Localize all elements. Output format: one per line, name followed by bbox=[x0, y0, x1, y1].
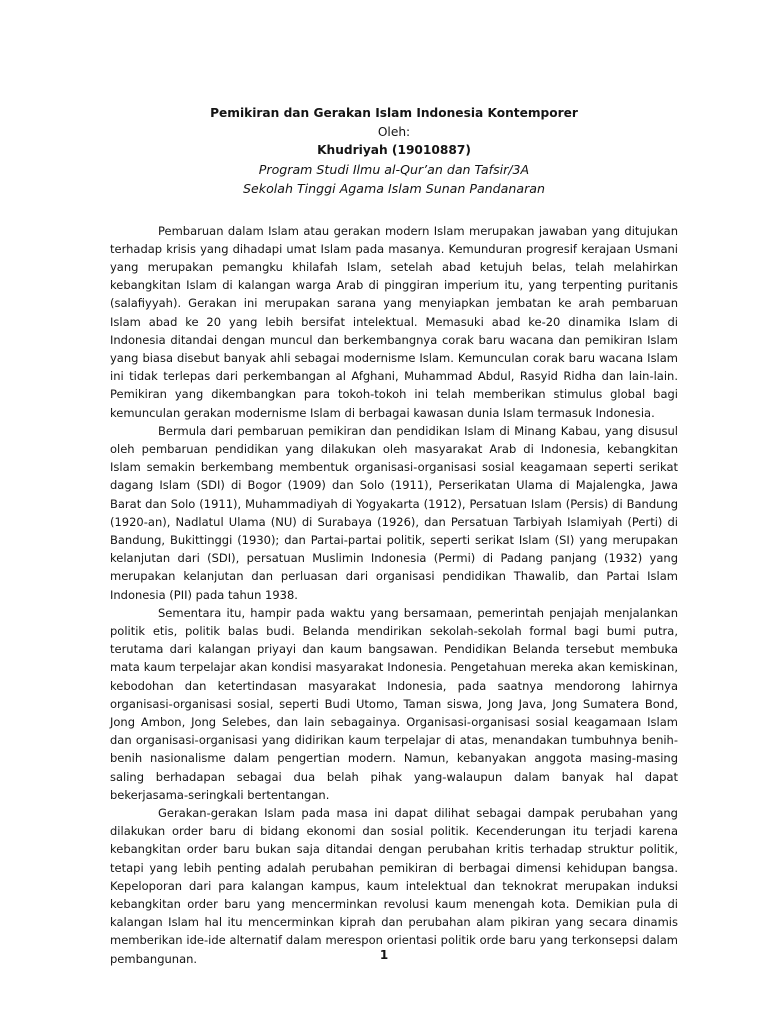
paragraph-3: Sementara itu, hampir pada waktu yang bersamaan, pemerintah penjajah menjalankan politik etis, politik balas budi. Belanda mendirikan sekolah-sekolah formal bagi bumi putra, terutama dari kalangan priyayi dan kaum bangsawan. Pendidikan Belanda tersebut membuka mata kaum terpelajar akan kondisi masyarakat Indonesia. Pengetahuan mereka akan kemiskinan, kebodohan dan ketertindasan masyarakat Indonesia, pada saatnya mendorong lahirnya organisasi-organisasi sosial, seperti Budi Utomo, Taman siswa, Jong Java, Jong Sumatera Bond, Jong Ambon, Jong Selebes, dan lain sebagainya. Organisasi-organisasi sosial keagamaan Islam dan organisasi-organisasi yang didirikan kaum terpelajar di atas, menandakan tumbuhnya benih-benih nasionalisme dalam pengertian modern. Namun, kebanyakan anggota masing-masing saling berhadapan sebagai dua belah pihak yang-walaupun dalam banyak hal dapat bekerjasama-seringkali bertentangan. bbox=[110, 605, 678, 802]
study-program: Program Studi Ilmu al-Qur’an dan Tafsir/3A bbox=[258, 161, 530, 177]
paragraph-2: Bermula dari pembaruan pemikiran dan pendidikan Islam di Minang Kabau, yang disusul oleh pembaruan pendidikan yang dilakukan oleh masyarakat Arab di Indonesia, kebangkitan Islam semakin berkembang membentuk organisasi-organisasi sosial keagamaan seperti serikat dagang Islam (SDI) di Bogor (1909) dan Solo (1911), Perserikatan Ulama di Majalengka, Jawa Barat dan Solo (1911), Muhammadiyah di Yogyakarta (1912), Persatuan Islam (Persis) di Bandung (1920-an), Nadlatul Ulama (NU) di Surabaya (1926), dan Persatuan Tarbiyah Islamiyah (Perti) di Bandung, Bukittinggi (1930); dan Partai-partai politik, seperti serikat Islam (SI) yang merupakan kelanjutan dari (SDI), persatuan Muslimin Indonesia (Permi) di Padang panjang (1932) yang merupakan kelanjutan dan perluasan dari organisasi pendidikan Thawalib, dan Partai Islam Indonesia (PII) pada tahun 1938. bbox=[110, 423, 678, 602]
school-name: Sekolah Tinggi Agama Islam Sunan Pandanaran bbox=[243, 181, 545, 196]
by-line: Oleh: bbox=[377, 124, 411, 139]
author-name: Khudriyah (19010887) bbox=[317, 143, 471, 157]
paragraph-1: Pembaruan dalam Islam atau gerakan modern Islam merupakan jawaban yang ditujukan terhadap krisis yang dihadapi umat Islam pada masanya. Kemunduran progresif kerajaan Usmani yang merupakan pemangku khilafah Islam, setelah abad ketujuh belas, telah melahirkan kebangkitan Islam di kalangan warga Arab di pinggiran imperium itu, yang terpenting puritanis (salafiyyah). Gerakan ini merupakan sarana yang menyiapkan jembatan ke arah pembaruan Islam abad ke 20 yang lebih bersifat intelektual. Memasuki abad ke-20 dinamika Islam di Indonesia ditandai dengan muncul dan berkembangnya corak baru wacana dan pemikiran Islam yang biasa disebut banyak ahli sebagai modernisme Islam. Kemunculan corak baru wacana Islam ini tidak terlepas dari perkembangan al Afghani, Muhammad Abdul, Rasyid Ridha dan lain-lain. Pemikiran yang dikembangkan para tokoh-tokoh ini telah memberikan stimulus global bagi kemunculan gerakan modernisme Islam di berbagai kawasan dunia Islam termasuk Indonesia. bbox=[110, 223, 678, 420]
paragraph-4: Gerakan-gerakan Islam pada masa ini dapat dilihat sebagai dampak perubahan yang dilakukan order baru di bidang ekonomi dan sosial politik. Kecenderungan itu terjadi karena kebangkitan order baru bukan saja ditandai dengan perubahan kritis terhadap struktur politik, tetapi yang lebih penting adalah perubahan pemikiran di berbagai dimensi kehidupan bangsa. Kepeloporan dari para kalangan kampus, kaum intelektual dan teknokrat merupakan induksi kebangkitan order baru yang mencerminkan revolusi kaum menengah kota. Demikian pula di kalangan Islam hal itu mencerminkan kiprah dan perubahan alam pikiran yang secara dinamis memberikan ide-ide alternatif dalam merespon orientasi politik orde baru yang terkonsepsi dalam pembangunan. bbox=[110, 806, 678, 966]
document-body bbox=[110, 222, 678, 968]
page-number: 1 bbox=[379, 948, 389, 962]
document-title: Pemikiran dan Gerakan Islam Indonesia Kontemporer bbox=[210, 106, 578, 120]
document-header bbox=[110, 104, 678, 199]
